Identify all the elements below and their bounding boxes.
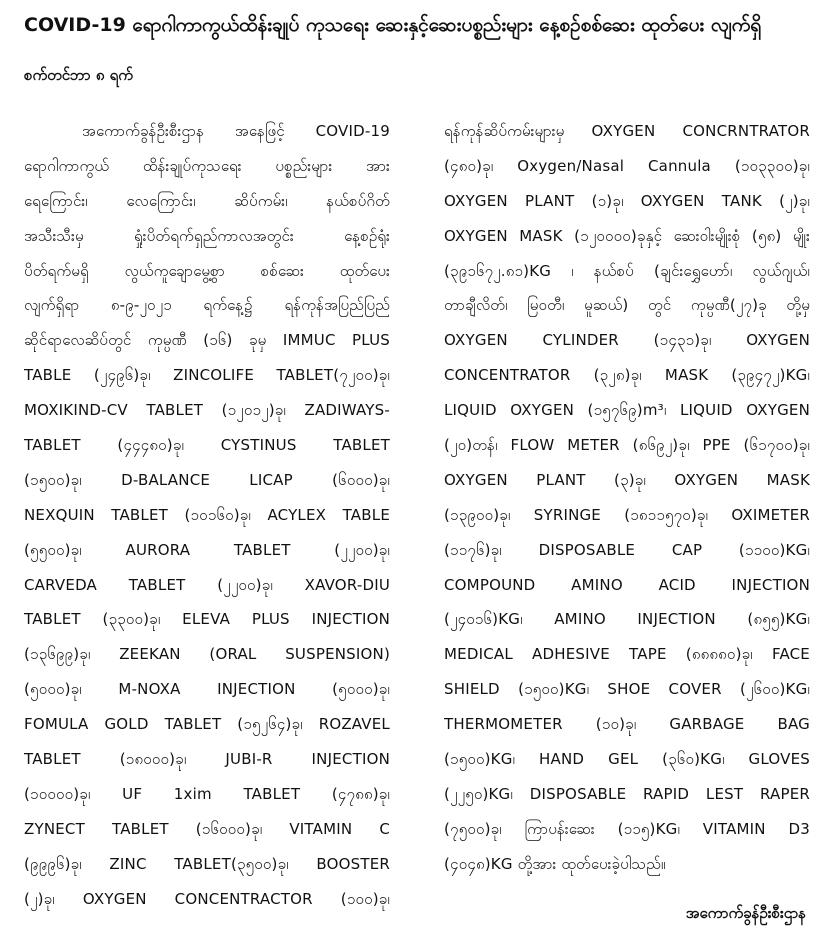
body-line: (၅၀၀၀)ခု၊ M-NOXA INJECTION (၅၀၀၀)ခု၊ <box>24 680 390 699</box>
body-line: (၄၀၄၈)KG တို့အား ထုတ်ပေးခဲ့ပါသည်။ <box>444 854 666 873</box>
body-line: OXYGEN CYLINDER (၁၄၃၁)ခု၊ OXYGEN <box>444 331 810 350</box>
body-line: ရေကြောင်း၊ လေကြောင်း၊ ဆိပ်ကမ်း၊ နယ်စပ်ဂိတ် <box>24 191 390 210</box>
body-line: OXYGEN MASK (၁၂၀၀၀၀)ခုနှင့် ဆေးဝါးမျိုးစုံ (၅၈) မျိုး <box>444 226 810 245</box>
body-line: (၉၉၉၆)ခု၊ ZINC TABLET(၃၅၀၀)ခု၊ BOOSTER <box>24 854 390 873</box>
body-line: (၂၂၅၀)KG၊ DISPOSABLE RAPID LEST RAPER <box>444 784 810 803</box>
body-line: (၁၀၀၀၀)ခု၊ UF 1xim TABLET (၄၇၈၈)ခု၊ <box>24 784 390 803</box>
article-body-right-column <box>444 114 810 882</box>
body-line: SHIELD (၁၅၀၀)KG၊ SHOE COVER (၂၆၀၀)KG၊ <box>444 680 810 699</box>
body-line: (၁၃၉၀၀)ခု၊ SYRINGE (၁၈၁၁၅၇၀)ခု၊ OXIMETER <box>444 505 810 524</box>
body-line: MOXIKIND-CV TABLET (၁၂၀၁၂)ခု၊ ZADIWAYS- <box>24 401 390 420</box>
body-line: အသီးသီးမှ ရှုံးပိတ်ရက်ရှည်ကာလအတွင်း နေ့စဉ်ရုံး <box>24 226 390 245</box>
body-line: ရောဂါကာကွယ် ထိန်းချုပ်ကုသရေး ပစ္စည်းများ အား <box>24 156 390 175</box>
body-line: TABLET (၁၈၀၀၀)ခု၊ JUBI-R INJECTION <box>24 750 390 769</box>
article-body-left-column <box>24 114 390 916</box>
body-line: (၂၄၀၁၆)KG၊ AMINO INJECTION (၈၅၅)KG၊ <box>444 610 810 629</box>
body-line: ဆိုင်ရာလေဆိပ်တွင် ကုမ္ပဏီ (၁၆) ခုမှ IMMUC PLUS <box>24 331 390 350</box>
body-line: အကောက်ခွန်ဦးစီးဌာန အနေဖြင့် COVID-19 <box>82 122 390 140</box>
body-line: (၇၅၀၀)ခု၊ ကြာပန်းဆေး (၁၁၅)KG၊ VITAMIN D3 <box>444 819 810 838</box>
body-line: FOMULA GOLD TABLET (၁၅၂၆၄)ခု၊ ROZAVEL <box>24 715 390 734</box>
body-line: ရန်ကုန်ဆိပ်ကမ်းများမှ OXYGEN CONCRNTRATOR <box>444 122 810 140</box>
body-line: (၃၉၁၆၇၂.၈၁)KG ၊ နယ်စပ် (ချင်းရွှေဟော်၊ လွယ်ဂျယ်၊ <box>444 261 810 280</box>
article-headline: COVID-19 ရောဂါကာကွယ်ထိန်းချုပ် ကုသရေး ဆေးနှင့်ဆေးပစ္စည်းများ နေ့စဉ်စစ်ဆေး ထုတ်ပေး လျက်ရှိ <box>24 14 762 36</box>
body-line: ပိတ်ရက်မရှိ လွယ်ကူချောမွေ့စွာ စစ်ဆေး ထုတ်ပေး <box>24 261 390 280</box>
body-line: (၅၅၀၀)ခု၊ AURORA TABLET (၂၂၀၀)ခု၊ <box>24 540 390 559</box>
body-line: OXYGEN PLANT (၃)ခု၊ OXYGEN MASK <box>444 470 810 489</box>
body-line: ZYNECT TABLET (၁၆၀၀၀)ခု၊ VITAMIN C <box>24 819 390 838</box>
body-line: (၁၁၇၆)ခု၊ DISPOSABLE CAP (၁၁၀၀)KG၊ <box>444 540 810 559</box>
body-line: (၁၅၀၀)KG၊ HAND GEL (၃၆၀)KG၊ GLOVES <box>444 750 810 769</box>
body-line: (၁၃၆၉၉)ခု၊ ZEEKAN (ORAL SUSPENSION) <box>24 645 390 664</box>
body-line: (၄၈၀)ခု၊ Oxygen/Nasal Cannula (၁၀၃၃၀၀)ခု၊ <box>444 156 810 175</box>
body-line: THERMOMETER (၁၀)ခု၊ GARBAGE BAG <box>444 715 810 734</box>
body-line: TABLET (၃၃၀၀)ခု၊ ELEVA PLUS INJECTION <box>24 610 390 629</box>
article-signature: အကောက်ခွန်ဦးစီးဌာန <box>685 904 806 922</box>
body-line: (၁၅၀၀)ခု၊ D-BALANCE LICAP (၆၀၀၀)ခု၊ <box>24 470 390 489</box>
body-line: CONCENTRATOR (၃၂၈)ခု၊ MASK (၃၉၄၇၂)KG၊ <box>444 366 810 385</box>
body-line: TABLE (၂၄၉၆)ခု၊ ZINCOLIFE TABLET(၇၂၀၀)ခု၊ <box>24 366 390 385</box>
body-line: တာချီလိတ်၊ မြဝတီ၊ မူဆယ်) တွင် ကုမ္ပဏီ(၂၇)ခု တို့မှ <box>444 296 810 315</box>
body-line: COMPOUND AMINO ACID INJECTION <box>444 575 810 594</box>
body-line: LIQUID OXYGEN (၁၅၇၆၉)m³၊ LIQUID OXYGEN <box>444 401 810 420</box>
body-line: MEDICAL ADHESIVE TAPE (၈၈၈၈၀)ခု၊ FACE <box>444 645 810 664</box>
article-dateline: စက်တင်ဘာ ၈ ရက် <box>24 66 133 84</box>
body-line: CARVEDA TABLET (၂၂၀၀)ခု၊ XAVOR-DIU <box>24 575 390 594</box>
body-line: လျက်ရှိရာ ၈-၉-၂၀၂၁ ရက်နေ့၌ ရန်ကုန်အပြည်ပြည် <box>24 296 390 315</box>
body-line: (၂၀)တန်၊ FLOW METER (၈၆၉၂)ခု၊ PPE (၆၁၇၀၀)ခု၊ <box>444 436 810 455</box>
body-line: NEXQUIN TABLET (၁၀၁၆၀)ခု၊ ACYLEX TABLE <box>24 505 390 524</box>
body-line: (၂)ခု၊ OXYGEN CONCENTRACTOR (၁၀၀)ခု၊ <box>24 889 390 908</box>
body-line: TABLET (၄၄၄၈၀)ခု၊ CYSTINUS TABLET <box>24 436 390 455</box>
body-line: OXYGEN PLANT (၁)ခု၊ OXYGEN TANK (၂)ခု၊ <box>444 191 810 210</box>
